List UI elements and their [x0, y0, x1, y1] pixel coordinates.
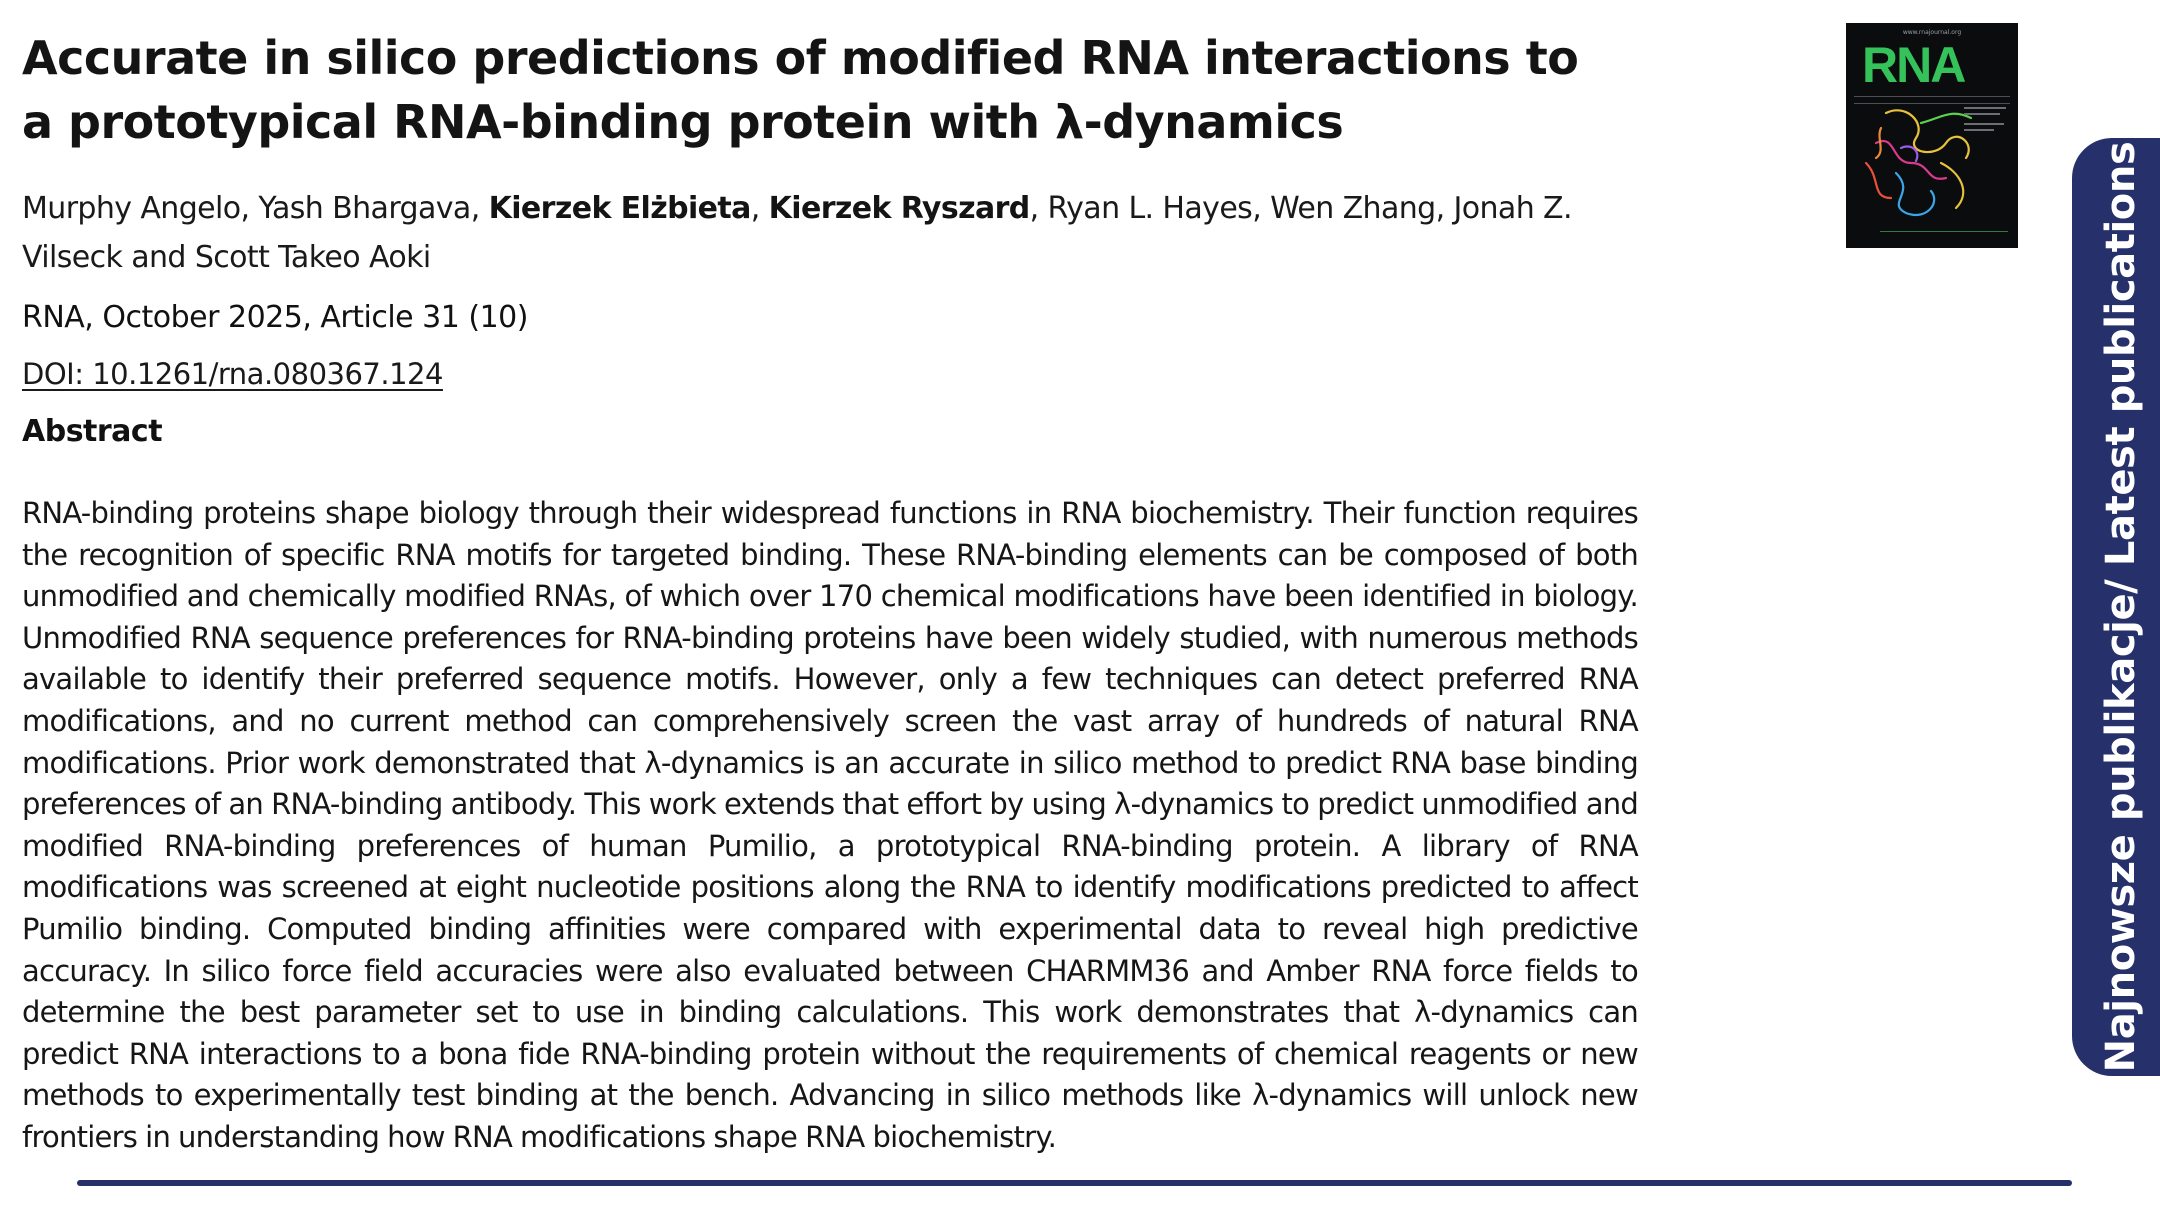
- author-name: Kierzek Elżbieta: [488, 191, 751, 226]
- abstract-heading: Abstract: [22, 414, 163, 449]
- article-title: Accurate in silico predictions of modified RNA interactions to a prototypical RNA-binding protein with λ-dynamics: [22, 31, 1579, 149]
- journal-cover-image[interactable]: [1846, 23, 2018, 248]
- author-name: Yash Bhargava: [258, 191, 471, 226]
- citation-info: RNA, October 2025, Article 31 (10): [22, 300, 528, 335]
- author-name: Kierzek Ryszard: [768, 191, 1030, 226]
- cover-url-text: www.rnajournal.org: [1902, 29, 1962, 36]
- cover-footer-band: [1880, 231, 2008, 238]
- author-name: Murphy Angelo: [22, 191, 241, 226]
- author-name: Wen Zhang: [1270, 191, 1436, 226]
- section-divider: [77, 1180, 2072, 1186]
- author-name: Scott Takeo Aoki: [194, 240, 431, 275]
- author-list: Murphy Angelo, Yash Bhargava, Kierzek Elżbieta, Kierzek Ryszard, Ryan L. Hayes, Wen Zhang, Jonah Z. Vilseck and Scott Takeo Aoki: [22, 191, 1572, 275]
- abstract-text: RNA-binding proteins shape biology through their widespread functions in RNA biochemistry. Their function requires the recognition of specific RNA motifs for targeted binding. These RNA-binding elements can be composed of both unmodified and chemically modified RNAs, of which over 170 chemical modifications have been identified in biology. Unmodified RNA sequence preferences for RNA-binding proteins have been widely studied, with numerous methods available to identify their preferred sequence motifs. However, only a few techniques can detect preferred RNA modifications, and no current method can comprehensively screen the vast array of hundreds of natural RNA modifications. Prior work demonstrated that λ-dynamics is an accurate in silico method to predict RNA base binding preferences of an RNA-binding antibody. This work extends that effort by using λ-dynamics to predict unmodified and modified RNA-binding preferences of human Pumilio, a prototypical RNA-binding protein. A library of RNA modifications was screened at eight nucleotide positions along the RNA to identify modifications predicted to affect Pumilio binding. Computed binding affinities were compared with experimental data to reveal high predictive accuracy. In silico force field accuracies were also evaluated between CHARMM36 and Amber RNA force fields to determine the best parameter set to use in binding calculations. This work demonstrates that λ-dynamics can predict RNA interactions to a bona fide RNA-binding protein without the requirements of chemical reagents or new methods to experimentally test binding at the bench. Advancing in silico methods like λ-dynamics will unlock new frontiers in understanding how RNA modifications shape RNA biochemistry.: [22, 496, 1638, 1154]
- cover-journal-name: RNA: [1862, 37, 1965, 93]
- latest-publications-tab[interactable]: [2072, 138, 2160, 1076]
- author-name: Jonah Z. Vilseck: [22, 191, 1572, 275]
- doi-link[interactable]: DOI: 10.1261/rna.080367.124: [22, 357, 443, 391]
- author-name: Ryan L. Hayes: [1047, 191, 1253, 226]
- protein-structure-art: [1846, 103, 2018, 223]
- latest-publications-label: Najnowsze publikacje/ Latest publications: [2098, 141, 2144, 1073]
